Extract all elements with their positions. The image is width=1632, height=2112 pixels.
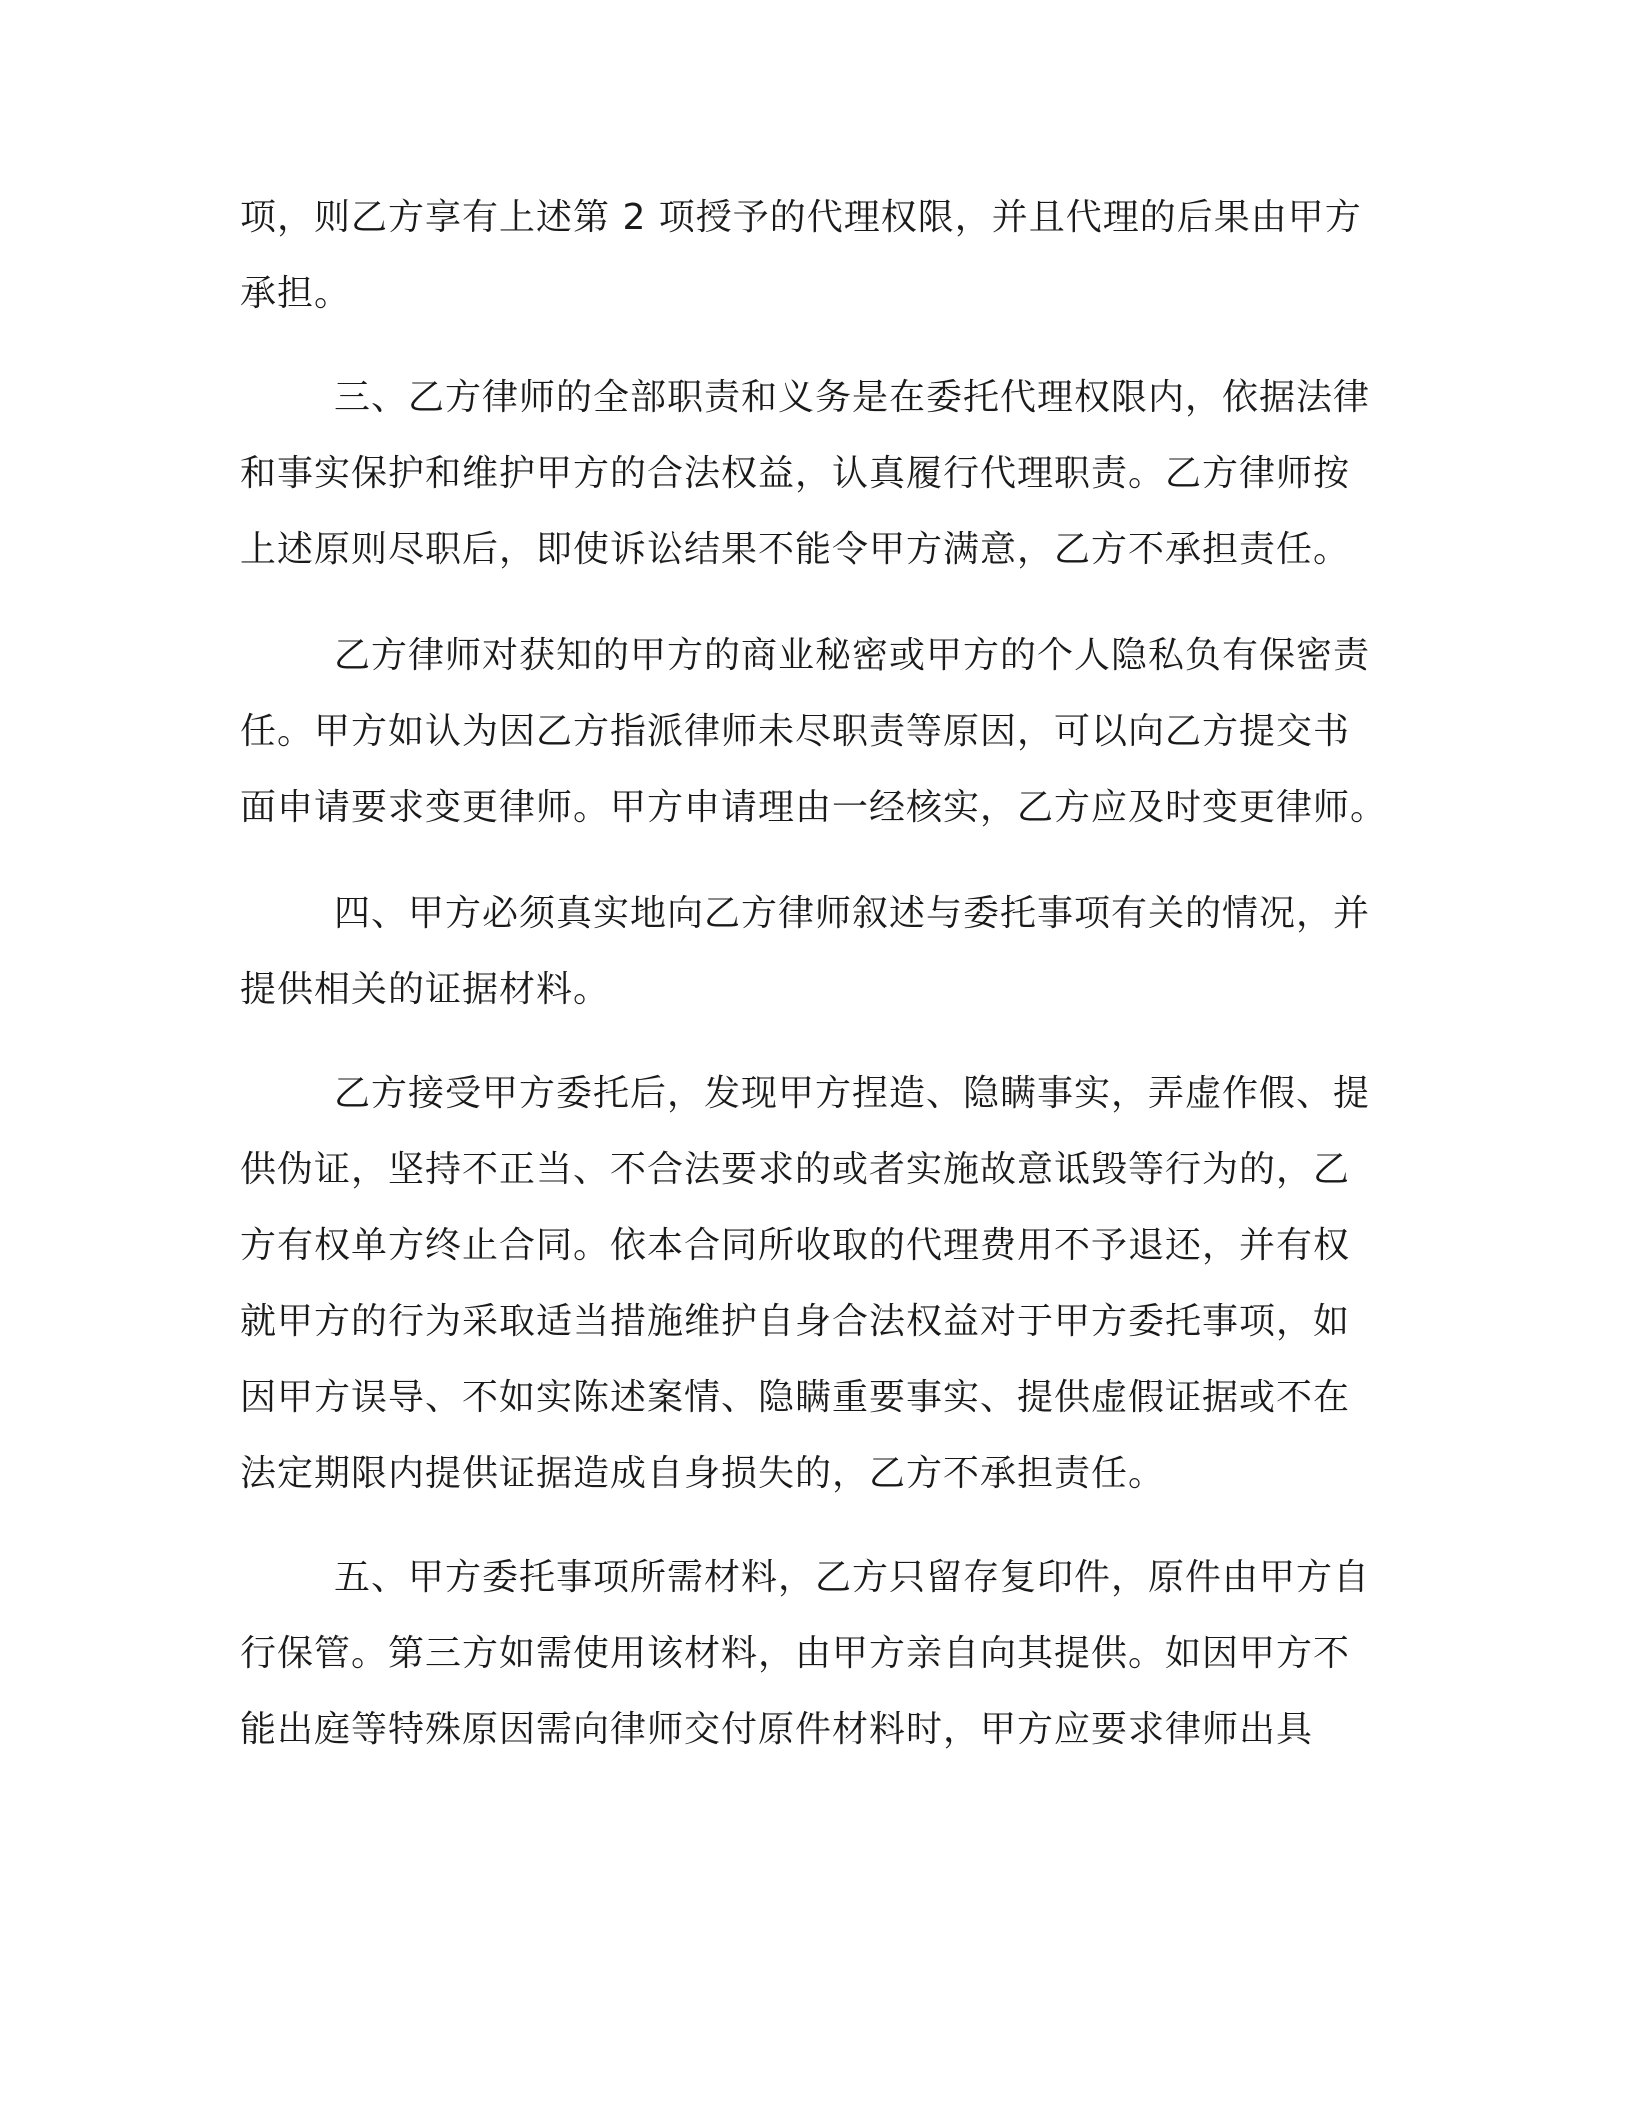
text-line: 四、甲方必须真实地向乙方律师叙述与委托事项有关的情况，并 [334,893,1371,934]
text-line: 五、甲方委托事项所需材料，乙方只留存复印件，原件由甲方自 [334,1557,1371,1598]
text-line: 三、乙方律师的全部职责和义务是在委托代理权限内，依据法律 [334,377,1371,418]
text-line: 供伪证，坚持不正当、不合法要求的或者实施故意诋毁等行为的，乙 [240,1149,1351,1190]
text-line: 法定期限内提供证据造成自身损失的，乙方不承担责任。 [240,1453,1166,1494]
text-line: 能出庭等特殊原因需向律师交付原件材料时，甲方应要求律师出具 [240,1709,1314,1750]
text-line: 上述原则尽职后，即使诉讼结果不能令甲方满意，乙方不承担责任。 [240,529,1351,570]
text-line: 方有权单方终止合同。依本合同所收取的代理费用不予退还，并有权 [240,1225,1351,1266]
text-line: 行保管。第三方如需使用该材料，由甲方亲自向其提供。如因甲方不 [240,1633,1351,1674]
text-line: 任。甲方如认为因乙方指派律师未尽职责等原因，可以向乙方提交书 [240,711,1351,752]
text-line: 和事实保护和维护甲方的合法权益，认真履行代理职责。乙方律师按 [240,453,1351,494]
text-line: 乙方律师对获知的甲方的商业秘密或甲方的个人隐私负有保密责 [334,635,1371,676]
text-line: 面申请要求变更律师。甲方申请理由一经核实，乙方应及时变更律师。 [240,787,1388,828]
text-line: 提供相关的证据材料。 [240,969,611,1010]
text-line: 因甲方误导、不如实陈述案情、隐瞒重要事实、提供虚假证据或不在 [240,1377,1351,1418]
text-line: 就甲方的行为采取适当措施维护自身合法权益对于甲方委托事项，如 [240,1301,1351,1342]
text-line: 项，则乙方享有上述第 2 项授予的代理权限，并且代理的后果由甲方 [240,197,1362,238]
text-line: 承担。 [240,273,352,314]
text-line: 乙方接受甲方委托后，发现甲方捏造、隐瞒事实，弄虚作假、提 [334,1073,1371,1114]
